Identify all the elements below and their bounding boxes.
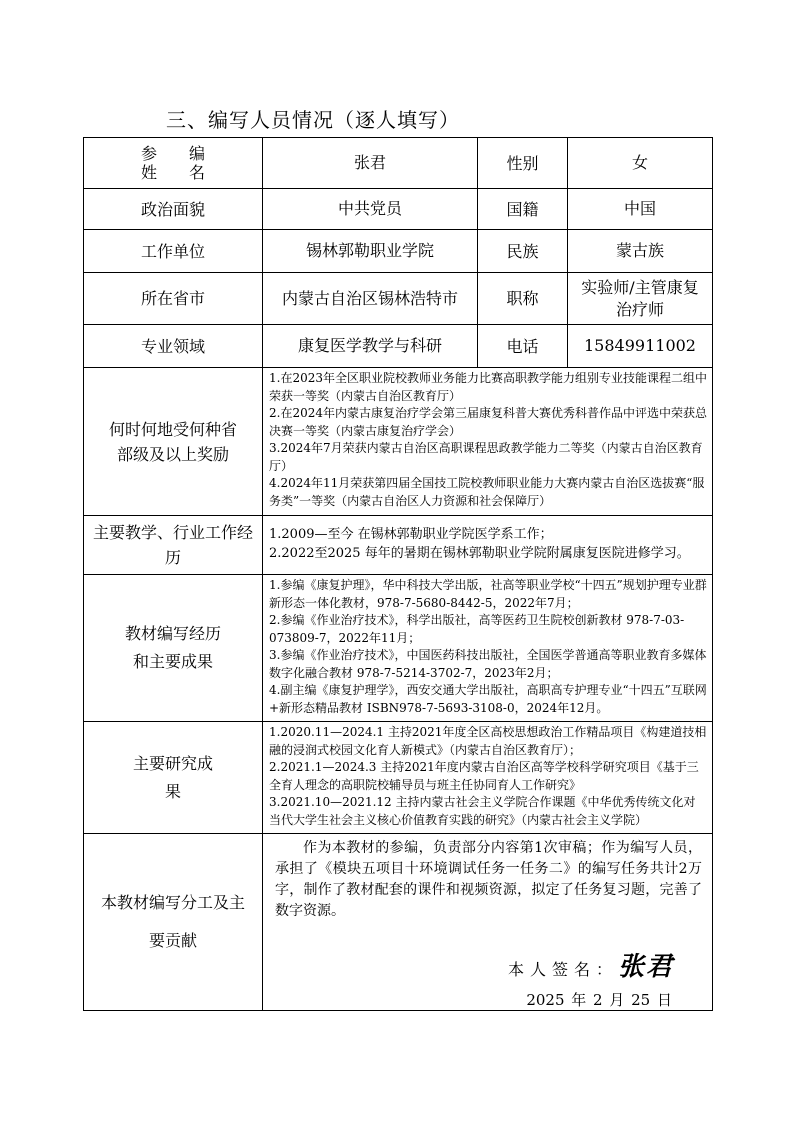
experience-item: 2.2022至2025 每年的暑期在锡林郭勒职业学院附属康复医院进修学习。 [269, 546, 690, 561]
experience-list [263, 516, 713, 575]
award-item: 3.2024年7月荣获内蒙古自治区高职课程思政教学能力二等奖（内蒙古自治区教育厅） [269, 441, 703, 473]
ethnicity-label: 民族 [478, 230, 568, 273]
gender-label: 性别 [478, 138, 568, 189]
signature-date: 2025 年 2 月 25 日 [526, 991, 672, 1009]
signature-line [263, 946, 712, 983]
division-text: 作为本教材的参编，负责部分内容第1次审稿；作为编写人员，承担了《模块五项目十环境调试任务一任务二》的编写任务共计2万字，制作了教材配套的课件和视频资源，拟定了任务复习题，完善了数字资源。 [275, 840, 702, 919]
award-item: 1.在2023年全区职业院校教师业务能力比赛高职教学能力组别专业技能课程二组中荣获一等奖（内蒙古自治区教育厅） [269, 371, 707, 403]
name-value: 张君 [263, 138, 478, 189]
textbook-item: 3.参编《作业治疗技术》，中国医药科技出版社，全国医学普通高等职业教育多媒体数字化融合教材 978-7-5214-3702-7，2023年2月； [269, 648, 707, 680]
experience-label: 主要教学、行业工作经历 [84, 516, 263, 575]
row-experience [84, 516, 713, 575]
division-label: 本教材编写分工及主要贡献 [84, 834, 263, 1011]
row-textbooks [84, 575, 713, 722]
ethnicity-value: 蒙古族 [568, 230, 713, 273]
textbooks-list [263, 575, 713, 722]
textbooks-label: 教材编写经历和主要成果 [84, 575, 263, 722]
research-item: 2.2021.1—2024.3 主持2021年度内蒙古自治区高等学校科学研究项目《基于三全育人理念的高职院校辅导员与班主任协同育人工作研究》 [269, 760, 699, 792]
title-value: 实验师/主管康复治疗师 [568, 273, 713, 325]
politics-label: 政治面貌 [84, 189, 263, 230]
field-value: 康复医学教学与科研 [263, 325, 478, 368]
section-title: 三、编写人员情况（逐人填写） [166, 108, 460, 132]
textbook-item: 4.副主编《康复护理学》，西安交通大学出版社，高职高专护理专业“十四五”互联网+新形态精品教材 ISBN978-7-5693-3108-0，2024年12月。 [269, 683, 707, 715]
name-label-bottom: 姓 名 [140, 163, 205, 182]
work-label: 工作单位 [84, 230, 263, 273]
name-label-top: 参 编 [140, 144, 205, 163]
award-item: 4.2024年11月荣获第四届全国技工院校教师职业能力大赛内蒙古自治区选拔赛“服务类”一等奖（内蒙古自治区人力资源和社会保障厅） [269, 476, 705, 508]
awards-label: 何时何地受何种省部级及以上奖励 [84, 368, 263, 516]
textbook-item: 2.参编《作业治疗技术》，科学出版社，高等医药卫生院校创新教材 978-7-03-073809-7，2022年11月； [269, 613, 685, 645]
author-info-table [83, 137, 713, 1011]
nationality-label: 国籍 [478, 189, 568, 230]
row-field [84, 325, 713, 368]
row-awards [84, 368, 713, 516]
awards-list [263, 368, 713, 516]
politics-value: 中共党员 [263, 189, 478, 230]
city-value: 内蒙古自治区锡林浩特市 [263, 273, 478, 325]
row-work [84, 230, 713, 273]
phone-value: 15849911002 [568, 325, 713, 368]
research-label: 主要研究成果 [84, 722, 263, 834]
division-content [263, 834, 713, 1011]
work-value: 锡林郭勒职业学院 [263, 230, 478, 273]
gender-value: 女 [568, 138, 713, 189]
name-label-cell [84, 138, 263, 189]
signature-label: 本人签名： [507, 960, 618, 979]
award-item: 2.在2024年内蒙古康复治疗学会第三届康复科普大赛优秀科普作品中评选中荣获总决赛一等奖（内蒙古康复治疗学会） [269, 406, 707, 438]
city-label: 所在省市 [84, 273, 263, 325]
row-name [84, 138, 713, 189]
row-city [84, 273, 713, 325]
phone-label: 电话 [478, 325, 568, 368]
experience-item: 1.2009—至今 在锡林郭勒职业学院医学系工作； [269, 527, 553, 542]
signature: 张君 [617, 952, 674, 982]
field-label: 专业领域 [84, 325, 263, 368]
research-list [263, 722, 713, 834]
nationality-value: 中国 [568, 189, 713, 230]
row-division [84, 834, 713, 1011]
textbook-item: 1.参编《康复护理》，华中科技大学出版，社高等职业学校“十四五”规划护理专业群新形态一体化教材，978-7-5680-8442-5，2022年7月； [269, 578, 707, 610]
research-item: 3.2021.10—2021.12 主持内蒙古社会主义学院合作课题《中华优秀传统文化对当代大学生社会主义核心价值教育实践的研究》（内蒙古社会主义学院） [269, 795, 696, 827]
row-politics [84, 189, 713, 230]
row-research [84, 722, 713, 834]
title-label: 职称 [478, 273, 568, 325]
research-item: 1.2020.11—2024.1 主持2021年度全区高校思想政治工作精品项目《构建道技相融的浸润式校园文化育人新模式》（内蒙古自治区教育厅）； [269, 725, 707, 757]
